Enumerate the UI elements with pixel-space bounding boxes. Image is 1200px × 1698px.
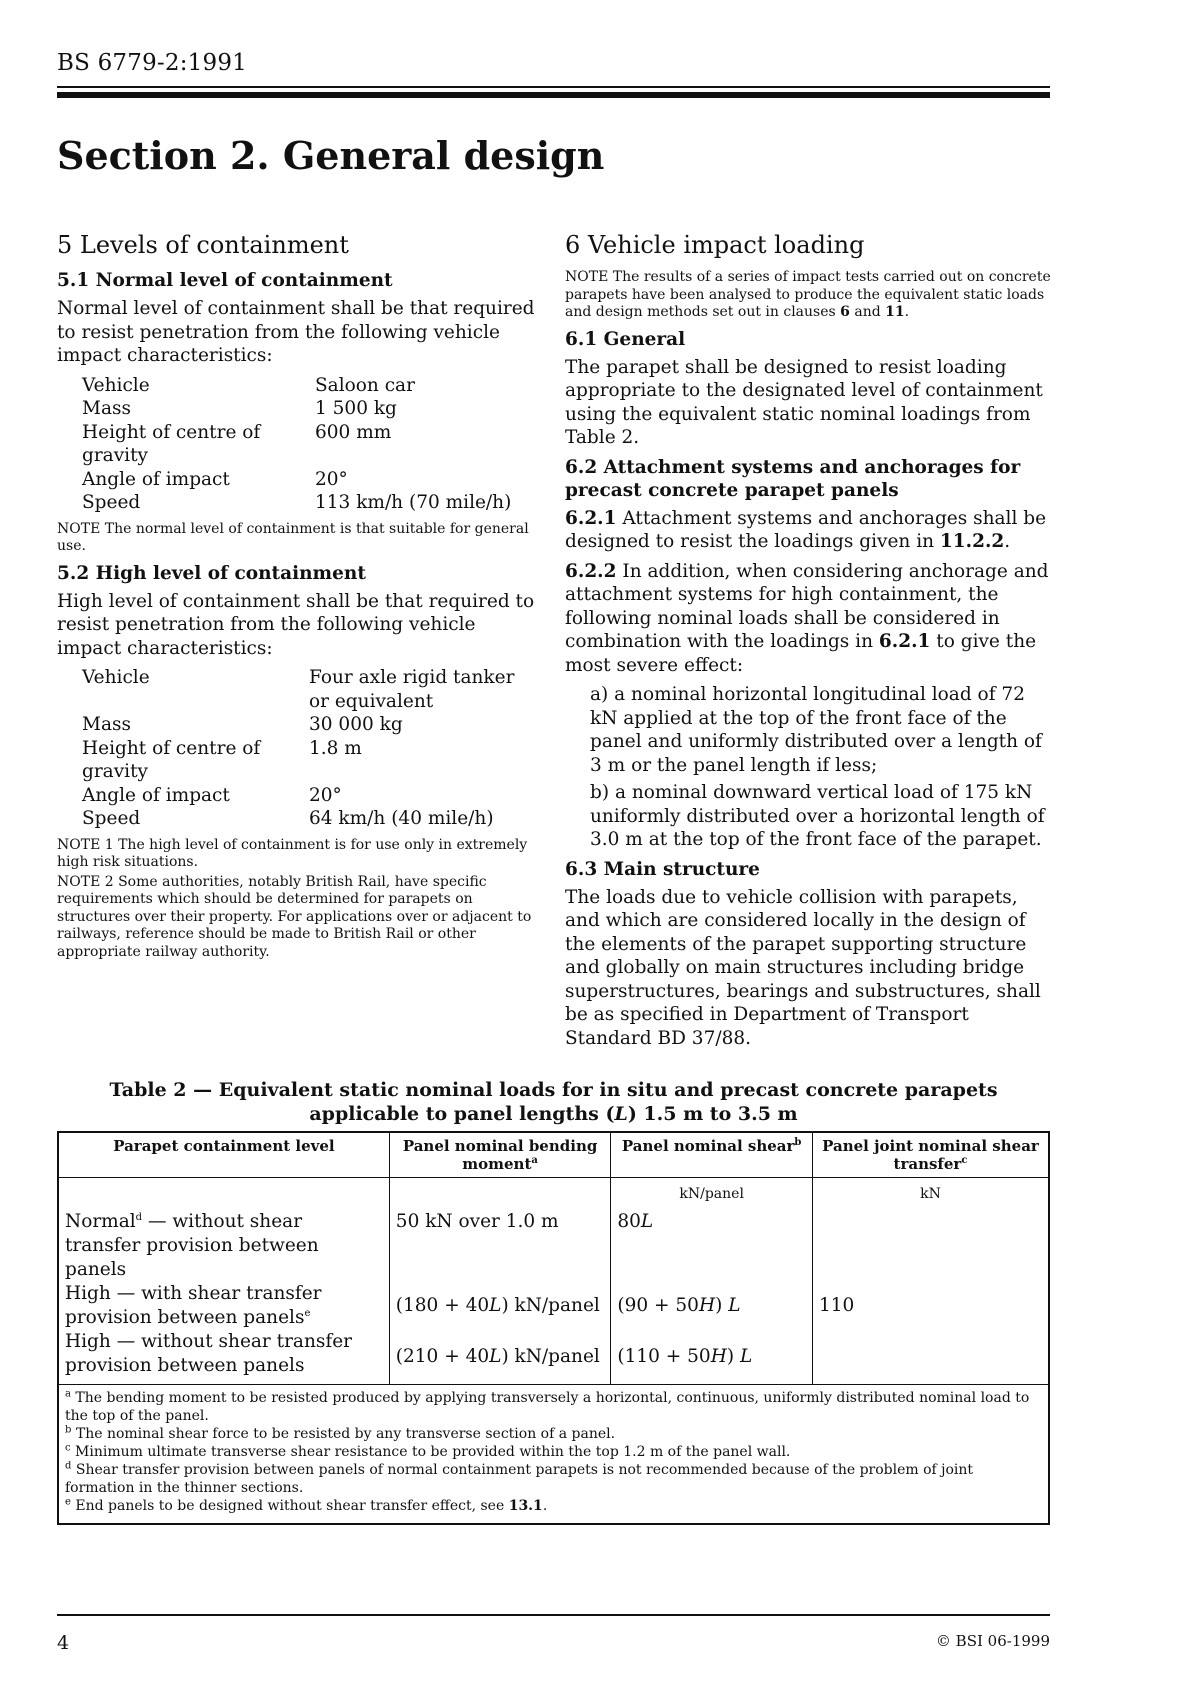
right-column: [565, 230, 1055, 1056]
footnote-b: $^b$ The nominal shear force to be resisted by any transverse section of a panel.: [65, 1424, 616, 1442]
table-footnotes: [58, 1385, 1049, 1525]
clause-6-1-heading: 6.1 General: [565, 328, 686, 350]
page-number: 4: [57, 1632, 70, 1654]
characteristic-row: Mass 1 500 kg: [82, 398, 397, 419]
section-title: Section 2. General design: [57, 133, 605, 178]
document-code: BS 6779-2:1991: [57, 50, 247, 76]
clause-5-2-note-2: NOTE 2 Some authorities, notably British Rail, have specific requirements which should be determined for parapets on structures over their property. For applications over or adjacent to railways, reference should be made to British Rail or other appropriate railway authority.: [57, 873, 532, 960]
table-row: Normal$^d$ — without shear transfer provision between panels 50 kN over 1.0 m 80L: [58, 1210, 1049, 1282]
footer-rule: [57, 1614, 1050, 1616]
clause-5-2-note-1: NOTE 1 The high level of containment is for use only in extremely high risk situations.: [57, 836, 528, 870]
characteristic-row: Height of centre of gravity 1.8 m: [82, 737, 362, 782]
characteristic-row: Height of centre of gravity 600 mm: [82, 421, 392, 466]
header-nominal-shear: Panel nominal shear$^b$: [611, 1132, 813, 1178]
clause-6-2-1: 6.2.1 Attachment systems and anchorages shall be designed to resist the loadings given in 11.2.2.: [565, 507, 1047, 552]
characteristic-row: Vehicle Saloon car: [82, 374, 415, 396]
clause-6-1-text: The parapet shall be designed to resist loading appropriate to the designated level of containment using the equivalent static nominal loadings from Table 2.: [565, 356, 1043, 448]
footnote-a: $^a$ The bending moment to be resisted produced by applying transversely a horizontal, continuous, uniformly distributed nominal load to the top of the panel.: [65, 1388, 1030, 1424]
table-2-title: Table 2 — Equivalent static nominal loads for in situ and precast concrete parapets applicable to panel lengths (L) 1.5 m to 3.5 m: [109, 1079, 998, 1125]
clause-6-note: NOTE The results of a series of impact tests carried out on concrete parapets have been analysed to produce the equivalent static loads and design methods set out in clauses 6 and 11.: [565, 269, 1051, 320]
header-rule-thick: [57, 92, 1050, 98]
clause-5-2-heading: 5.2 High level of containment: [57, 562, 366, 584]
footnote-d: $^d$ Shear transfer provision between panels of normal containment parapets is not recommended because of the problem of joint formation in the thinner sections.: [65, 1460, 974, 1496]
characteristic-row: Angle of impact 20°: [82, 468, 348, 490]
table-row: High — with shear transfer provision between panels$^e$ (180 + 40L) kN/panel (90 + 50H) L 110: [58, 1282, 1049, 1330]
normal-vehicle-characteristics: [82, 374, 537, 515]
clause-6-2-heading: 6.2 Attachment systems and anchorages for precast concrete parapet panels: [565, 456, 1021, 501]
characteristic-row: Angle of impact 20°: [82, 784, 342, 806]
clause-5-1-note: NOTE The normal level of containment is that suitable for general use.: [57, 520, 529, 554]
clause-5-1-intro: Normal level of containment shall be that required to resist penetration from the following vehicle impact characteristics:: [57, 298, 535, 366]
clause-6-2-2: 6.2.2 In addition, when considering anchorage and attachment systems for high containment, the following nominal loads shall be considered in combination with the loadings in 6.2.1 to give the most severe effect:: [565, 560, 1049, 676]
characteristic-row: Speed 113 km/h (70 mile/h): [82, 492, 512, 513]
unit-transfer: kN: [812, 1178, 1049, 1211]
table-header-row: [58, 1132, 1049, 1178]
clause-5-heading: 5 Levels of containment: [57, 231, 349, 259]
footnote-c: $^c$ Minimum ultimate transverse shear resistance to be provided within the top 1.2 m of the panel wall.: [65, 1442, 791, 1460]
clause-5-2-intro: High level of containment shall be that required to resist penetration from the following vehicle impact characteristics:: [57, 590, 535, 659]
clause-6-heading: 6 Vehicle impact loading: [565, 231, 865, 259]
header-shear-transfer: Panel joint nominal shear transfer$^c$: [812, 1132, 1049, 1178]
left-column: [57, 230, 537, 967]
list-item-b: b) a nominal downward vertical load of 175 kN uniformly distributed over a horizontal length of 3.0 m at the top of the front face of the parapet.: [590, 782, 1045, 850]
footnote-e: $^e$ End panels to be designed without shear transfer effect, see 13.1.: [65, 1496, 548, 1514]
characteristic-row: Speed 64 km/h (40 mile/h): [82, 808, 494, 829]
high-vehicle-characteristics: [82, 666, 537, 831]
header-bending-moment: Panel nominal bending moment$^a$: [389, 1132, 611, 1178]
unit-shear: kN/panel: [611, 1178, 813, 1211]
table-2: [57, 1131, 1050, 1525]
table-row: High — without shear transfer provision between panels (210 + 40L) kN/panel (110 + 50H) L: [58, 1330, 1049, 1385]
list-item-a: a) a nominal horizontal longitudinal load of 72 kN applied at the top of the front face of the panel and uniformly distributed over a length of 3 m or the panel length if less;: [590, 684, 1042, 776]
clause-6-3-text: The loads due to vehicle collision with parapets, and which are considered locally in the design of the elements of the parapet supporting structure and globally on main structures including bridge superstructures, bearings and substructures, shall be as specified in Department of Transport Standard BD 37/88.: [565, 886, 1041, 1049]
characteristic-row: Vehicle Four axle rigid tanker or equivalent: [82, 667, 515, 712]
table-units-row: [58, 1178, 1049, 1211]
header-rule-thin: [57, 86, 1050, 88]
header-containment-level: Parapet containment level: [58, 1132, 389, 1178]
copyright: © BSI 06-1999: [935, 1632, 1050, 1650]
clause-5-1-heading: 5.1 Normal level of containment: [57, 270, 393, 291]
characteristic-row: Mass 30 000 kg: [82, 714, 403, 735]
clause-6-3-heading: 6.3 Main structure: [565, 858, 760, 880]
